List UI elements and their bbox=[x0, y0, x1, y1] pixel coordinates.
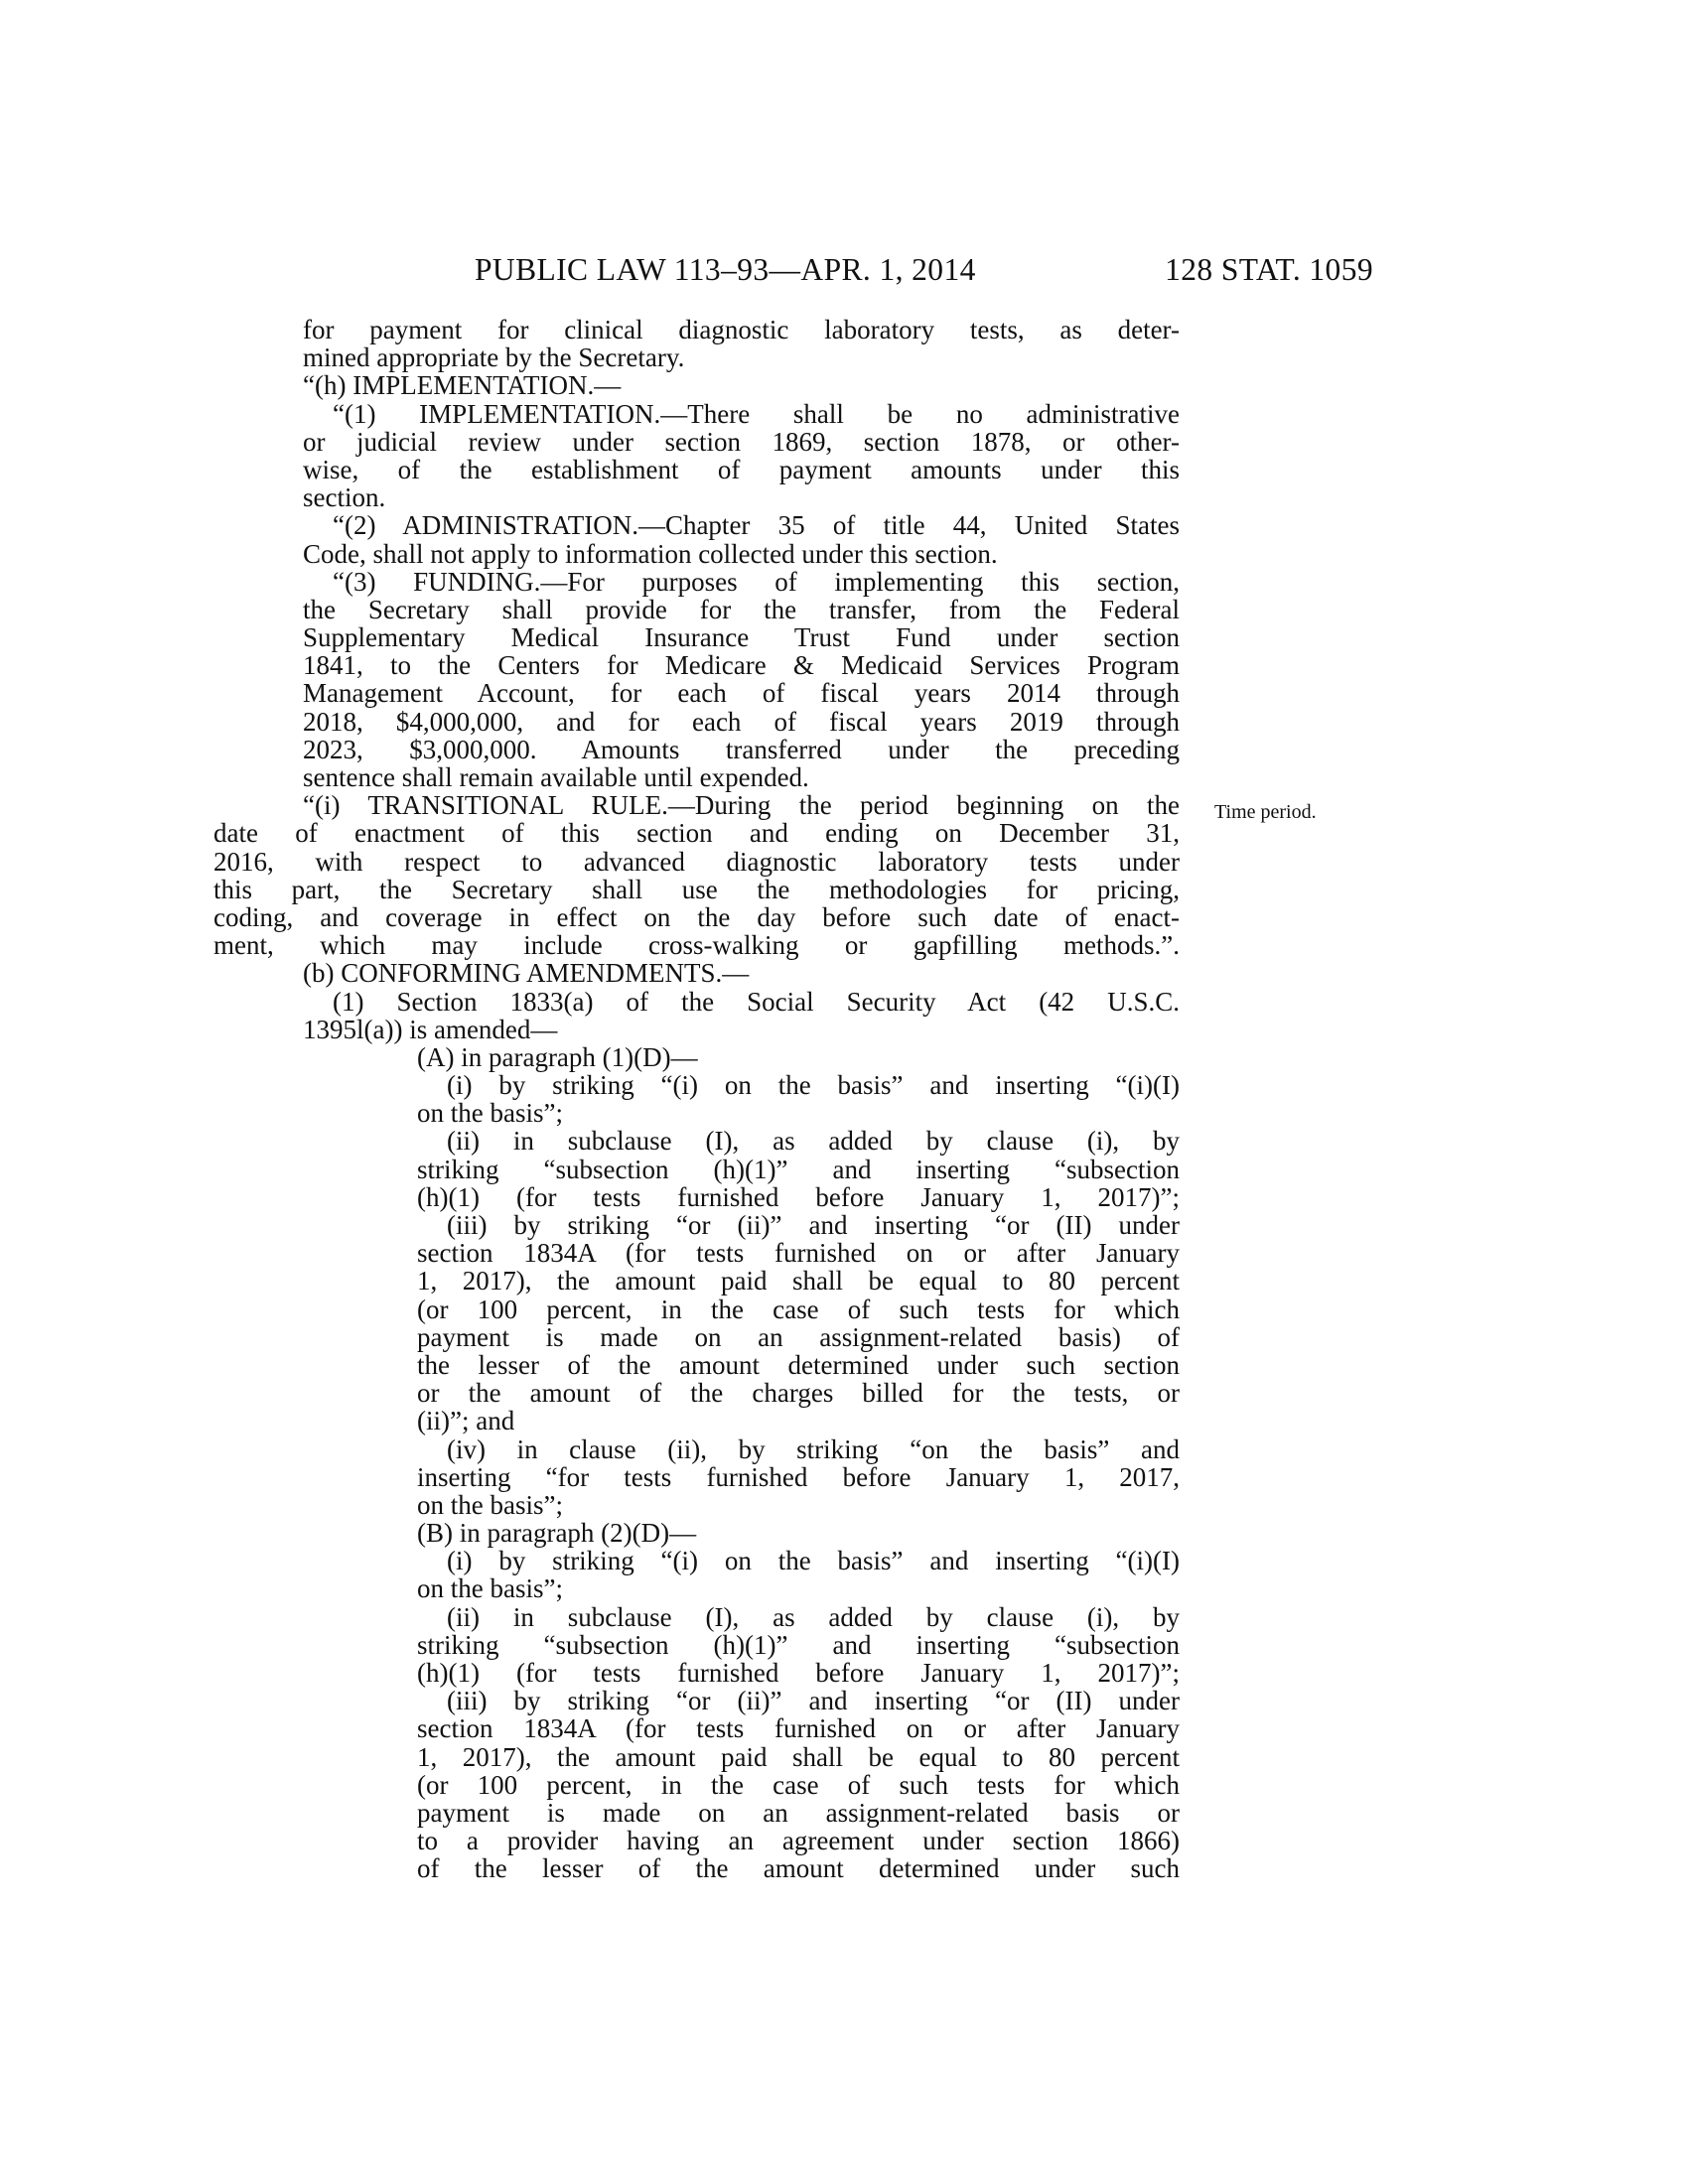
text-line: 2018, $4,000,000, and for each of fiscal years 2019 through bbox=[303, 706, 1180, 737]
statute-page-number: 128 STAT. 1059 bbox=[1165, 252, 1373, 287]
text-line: on the basis”; bbox=[417, 1573, 563, 1604]
text-line: payment is made on an assignment-related basis) of bbox=[417, 1321, 1180, 1352]
text-line: “(i) TRANSITIONAL RULE.—During the period beginning on the bbox=[303, 790, 1180, 821]
text-line: (iv) in clause (ii), by striking “on the basis” and bbox=[447, 1433, 1180, 1464]
text-line: (iii) by striking “or (ii)” and inserting “or (II) under bbox=[447, 1210, 1180, 1240]
text-line: of the lesser of the amount determined under such bbox=[417, 1853, 1180, 1884]
text-line: (A) in paragraph (1)(D)— bbox=[417, 1041, 698, 1072]
text-line: payment is made on an assignment-related basis or bbox=[417, 1797, 1180, 1828]
text-line: for payment for clinical diagnostic laboratory tests, as deter- bbox=[303, 315, 1180, 344]
text-line: the lesser of the amount determined under such section bbox=[417, 1349, 1180, 1380]
text-line: section 1834A (for tests furnished on or after January bbox=[417, 1713, 1180, 1744]
text-line: mined appropriate by the Secretary. bbox=[303, 342, 685, 373]
text-line: (1) Section 1833(a) of the Social Security Act (42 U.S.C. bbox=[333, 986, 1180, 1017]
text-line: Code, shall not apply to information collected under this section. bbox=[303, 538, 998, 569]
text-line: 1395l(a)) is amended— bbox=[303, 1014, 558, 1044]
text-line: “(2) ADMINISTRATION.—Chapter 35 of title 44, United States bbox=[333, 510, 1180, 541]
text-line: 1841, to the Centers for Medicare & Medicaid Services Program bbox=[303, 650, 1180, 681]
text-line: this part, the Secretary shall use the methodologies for pricing, bbox=[213, 874, 1180, 904]
text-line: section. bbox=[303, 482, 386, 513]
text-line: (ii)”; and bbox=[417, 1406, 515, 1436]
text-line: date of enactment of this section and ending on December 31, bbox=[213, 818, 1180, 849]
text-line: or the amount of the charges billed for the tests, or bbox=[417, 1378, 1180, 1409]
text-line: to a provider having an agreement under section 1866) bbox=[417, 1826, 1180, 1856]
text-line: Supplementary Medical Insurance Trust Fund under section bbox=[303, 622, 1180, 653]
text-line: striking “subsection (h)(1)” and inserting “subsection bbox=[417, 1629, 1180, 1660]
text-line: (ii) in subclause (I), as added by clause (i), by bbox=[447, 1601, 1180, 1632]
text-line: 2023, $3,000,000. Amounts transferred under the preceding bbox=[303, 734, 1180, 764]
text-line: (iii) by striking “or (ii)” and inserting “or (II) under bbox=[447, 1686, 1180, 1716]
header-title: PUBLIC LAW 113–93—APR. 1, 2014 bbox=[475, 252, 976, 287]
text-line: ment, which may include cross-walking or gapfilling methods.”. bbox=[213, 930, 1180, 961]
text-line: the Secretary shall provide for the transfer, from the Federal bbox=[303, 594, 1180, 624]
text-line: inserting “for tests furnished before January 1, 2017, bbox=[417, 1461, 1180, 1492]
text-line: “(3) FUNDING.—For purposes of implementing this section, bbox=[333, 566, 1180, 597]
text-line: section 1834A (for tests furnished on or after January bbox=[417, 1238, 1180, 1269]
law-text-body bbox=[213, 315, 1180, 1884]
text-line: “(h) IMPLEMENTATION.— bbox=[303, 370, 622, 401]
text-line: Management Account, for each of fiscal years 2014 through bbox=[303, 678, 1180, 709]
text-line: “(1) IMPLEMENTATION.—There shall be no administrative bbox=[333, 398, 1180, 429]
margin-note: Time period. bbox=[1214, 801, 1317, 823]
text-line: (or 100 percent, in the case of such tests for which bbox=[417, 1294, 1180, 1324]
text-line: 1, 2017), the amount paid shall be equal to 80 percent bbox=[417, 1266, 1180, 1297]
text-line: (b) CONFORMING AMENDMENTS.— bbox=[303, 958, 750, 989]
text-line: sentence shall remain available until expended. bbox=[303, 762, 809, 792]
text-line: or judicial review under section 1869, section 1878, or other- bbox=[303, 426, 1180, 457]
running-header bbox=[475, 250, 1373, 290]
text-line: wise, of the establishment of payment amounts under this bbox=[303, 454, 1180, 484]
text-line: (B) in paragraph (2)(D)— bbox=[417, 1518, 697, 1549]
text-line: (h)(1) (for tests furnished before January 1, 2017)”; bbox=[417, 1181, 1180, 1212]
text-line: on the basis”; bbox=[417, 1098, 563, 1129]
text-line: (ii) in subclause (I), as added by clause (i), by bbox=[447, 1126, 1180, 1157]
text-line: 1, 2017), the amount paid shall be equal to 80 percent bbox=[417, 1741, 1180, 1772]
text-line: (h)(1) (for tests furnished before January 1, 2017)”; bbox=[417, 1658, 1180, 1688]
text-line: (or 100 percent, in the case of such tests for which bbox=[417, 1769, 1180, 1800]
text-line: 2016, with respect to advanced diagnostic laboratory tests under bbox=[213, 846, 1180, 877]
text-line: coding, and coverage in effect on the day before such date of enact- bbox=[213, 901, 1180, 932]
text-line: on the basis”; bbox=[417, 1489, 563, 1520]
text-line: striking “subsection (h)(1)” and inserting “subsection bbox=[417, 1154, 1180, 1184]
text-line: (i) by striking “(i) on the basis” and inserting “(i)(I) bbox=[447, 1546, 1180, 1576]
text-line: (i) by striking “(i) on the basis” and inserting “(i)(I) bbox=[447, 1070, 1180, 1101]
